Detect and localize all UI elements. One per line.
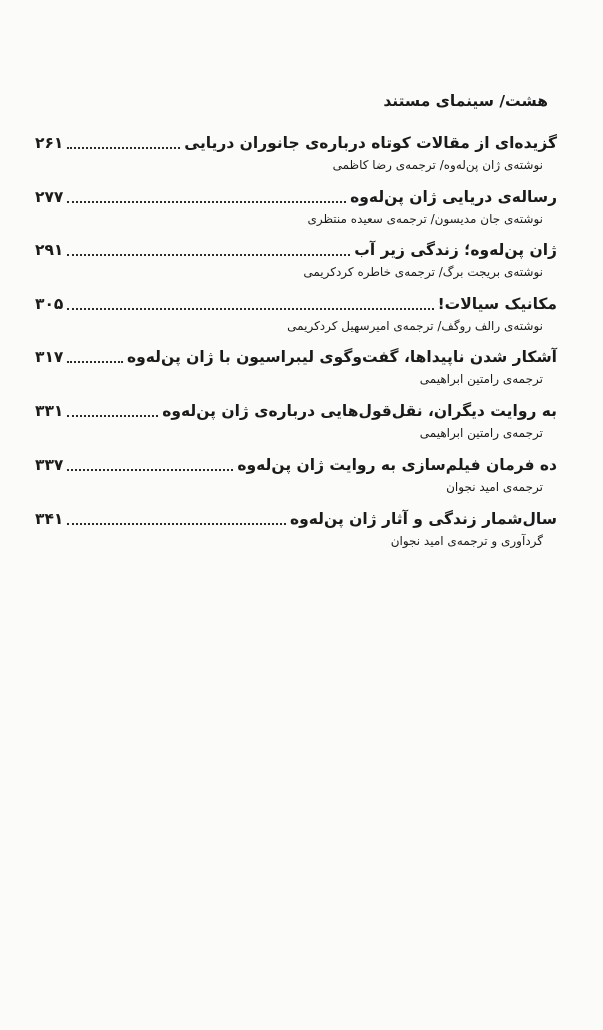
dot-leader [67, 308, 433, 310]
dot-leader [67, 254, 350, 256]
toc-page-number: ۳۰۵ [35, 295, 64, 313]
toc-page-number: ۲۶۱ [35, 134, 64, 152]
toc-credit: نوشته‌ی ژان پن‌له‌وه/ ترجمه‌ی رضا کاظمی [332, 158, 543, 172]
toc-credit: ترجمه‌ی رامتین ابراهیمی [419, 372, 543, 386]
toc-page-number: ۳۱۷ [35, 348, 64, 366]
toc-page-number: ۳۳۷ [35, 456, 64, 474]
toc-credit: نوشته‌ی بریجت برگ/ ترجمه‌ی خاطره کردکریمی [303, 265, 543, 279]
toc-title-line [35, 289, 557, 315]
toc-title-line [35, 342, 557, 368]
dot-leader [67, 469, 233, 471]
toc-title: سال‌شمار زندگی و آثار ژان پن‌له‌وه [289, 510, 557, 528]
toc-title-line [35, 235, 557, 261]
toc-credit: ترجمه‌ی رامتین ابراهیمی [419, 426, 543, 440]
toc-page-number: ۳۴۱ [35, 510, 64, 528]
toc-credit: گردآوری و ترجمه‌ی امید نجوان [390, 534, 543, 548]
dot-leader [67, 201, 346, 203]
toc-title: مکانیک سیالات! [437, 295, 557, 313]
toc-title: رساله‌ی دریایی ژان پن‌له‌وه [350, 188, 557, 206]
toc-page-number: ۳۳۱ [35, 402, 64, 420]
dot-leader [67, 523, 286, 525]
toc-page-number: ۲۷۷ [35, 188, 64, 206]
toc-title-line [35, 182, 557, 208]
toc-title-line [35, 504, 557, 530]
toc-credit: نوشته‌ی رالف روگف/ ترجمه‌ی امیرسهیل کردکریمی [287, 319, 543, 333]
toc-title-line [35, 450, 557, 476]
dot-leader [67, 415, 158, 417]
toc-credit: ترجمه‌ی امید نجوان [446, 480, 543, 494]
toc-title: آشکار شدن ناپیداها، گفت‌وگوی لیبراسیون با ژان پن‌له‌وه [127, 348, 557, 366]
toc-title: گزیده‌ای از مقالات کوتاه درباره‌ی جانوران دریایی [184, 134, 557, 152]
toc-page-number: ۲۹۱ [35, 241, 64, 259]
toc-title-line [35, 128, 557, 154]
toc-title: ژان پن‌له‌وه؛ زندگی زیر آب [354, 241, 557, 259]
section-heading: هشت/ سینمای مستند [383, 92, 548, 110]
toc-title: ده فرمان فیلم‌سازی به روایت ژان پن‌له‌وه [237, 456, 557, 474]
dot-leader [67, 361, 123, 363]
toc-credit: نوشته‌ی جان مدیسون/ ترجمه‌ی سعیده منتظری [307, 212, 543, 226]
dot-leader [67, 147, 180, 149]
toc-title-line [35, 396, 557, 422]
toc-title: به روایت دیگران، نقل‌قول‌هایی درباره‌ی ژان پن‌له‌وه [162, 402, 557, 420]
